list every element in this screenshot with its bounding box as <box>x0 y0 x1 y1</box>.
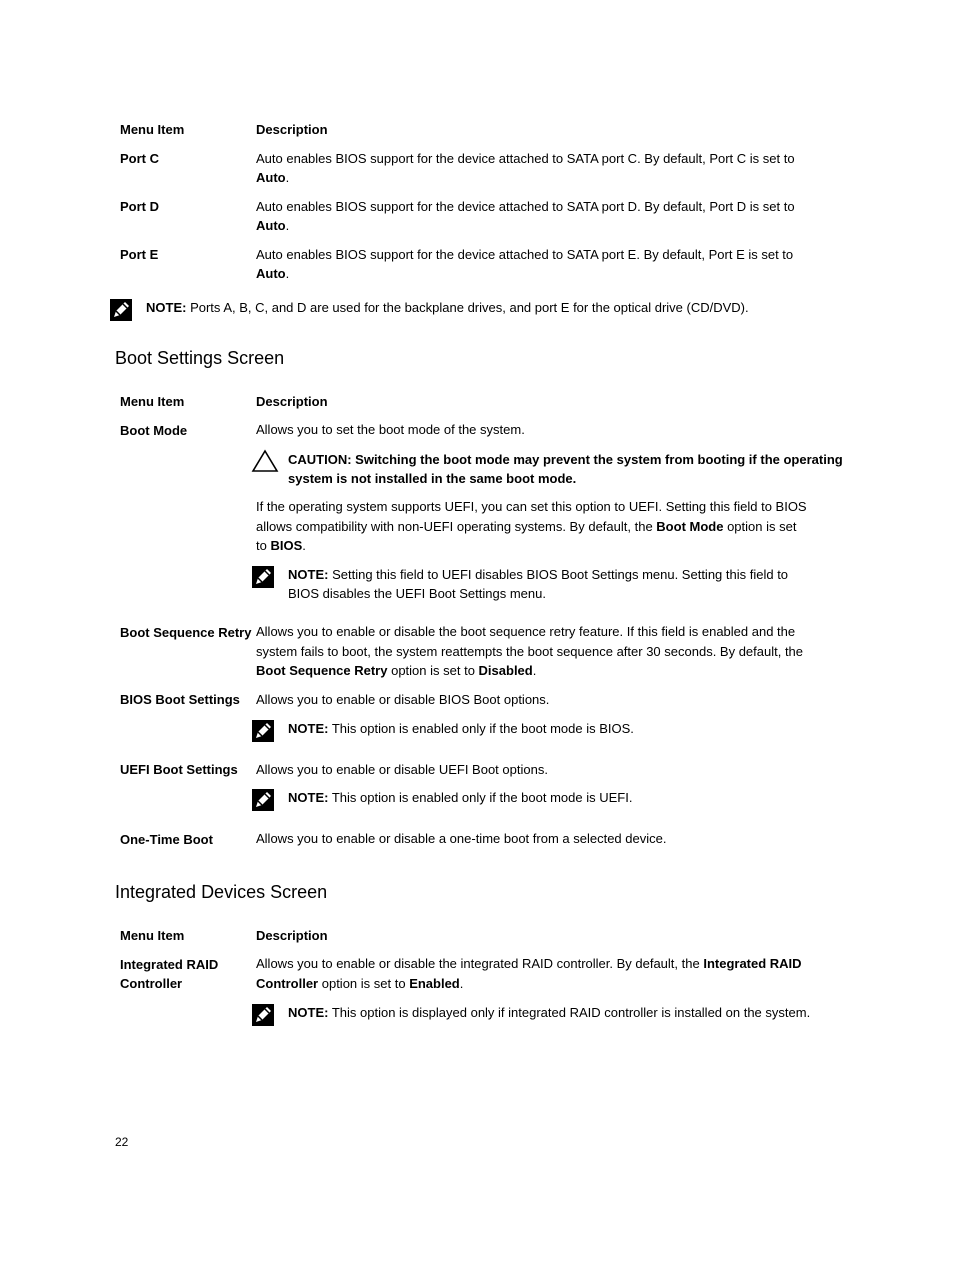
port-e-desc: Auto enables BIOS support for the device attached to SATA port E. By default, Port E is set to <box>256 247 794 262</box>
boot-mode-para-line-2 <box>256 517 796 536</box>
port-c-desc: Auto enables BIOS support for the device attached to SATA port C. By default, Port C is set to <box>256 151 795 166</box>
note-text: This option is enabled only if the boot mode is UEFI. <box>331 790 633 805</box>
note-label: NOTE: <box>288 790 329 805</box>
text: to <box>256 538 271 553</box>
menu-item-integrated-raid-line-1: Integrated RAID <box>120 957 219 972</box>
menu-item-port-e: Port E <box>120 247 159 262</box>
period: . <box>285 218 290 233</box>
boot-mode-desc: Allows you to set the boot mode of the system. <box>256 422 525 437</box>
menu-item-port-d: Port D <box>120 199 159 214</box>
bios-term: BIOS <box>270 538 303 553</box>
boot-mode-note-line-2: BIOS disables the UEFI Boot Settings menu. <box>288 586 546 601</box>
menu-item-uefi-boot-settings: UEFI Boot Settings <box>120 762 238 777</box>
caution-text-line-2: system is not installed in the same boot mode. <box>288 471 577 486</box>
integrated-header-description: Description <box>256 928 328 943</box>
note-pencil-icon <box>110 299 132 321</box>
text: allows compatibility with non-UEFI operating systems. By default, the <box>256 519 657 534</box>
integrated-header-menu-item: Menu Item <box>120 928 185 943</box>
period: . <box>532 663 537 678</box>
text: option is set to <box>318 976 410 991</box>
disabled-term: Disabled <box>478 663 533 678</box>
menu-item-one-time-boot: One-Time Boot <box>120 832 213 847</box>
one-time-boot-desc: Allows you to enable or disable a one-time boot from a selected device. <box>256 831 667 846</box>
note-ports <box>146 298 749 317</box>
port-d-default <box>256 216 289 235</box>
text: Allows you to enable or disable the integrated RAID controller. By default, the <box>256 956 704 971</box>
bios-boot-note <box>288 719 634 738</box>
note-pencil-icon <box>252 789 274 811</box>
section-title-boot-settings: Boot Settings Screen <box>115 348 285 368</box>
boot-mode-para-line-3 <box>256 536 306 555</box>
boot-mode-para-line-1: If the operating system supports UEFI, you can set this option to UEFI. Setting this field to BIOS <box>256 499 807 514</box>
boot-header-description: Description <box>256 394 328 409</box>
port-e-default <box>256 264 289 283</box>
retry-desc-line-2: system fails to boot, the system reattempts the boot sequence after 30 seconds. By default, the <box>256 644 804 659</box>
note-pencil-icon <box>252 566 274 588</box>
caution-triangle-icon <box>251 449 279 473</box>
retry-term: Boot Sequence Retry <box>256 663 388 678</box>
raid-desc-line-1 <box>256 954 802 973</box>
menu-item-integrated-raid-line-2: Controller <box>120 976 183 991</box>
menu-item-port-c: Port C <box>120 151 159 166</box>
note-label: NOTE: <box>288 721 329 736</box>
period: . <box>285 170 290 185</box>
menu-item-bios-boot-settings: BIOS Boot Settings <box>120 692 240 707</box>
enabled-term: Enabled <box>409 976 460 991</box>
uefi-boot-note <box>288 788 632 807</box>
text: option is set to <box>387 663 479 678</box>
menu-item-boot-sequence-retry: Boot Sequence Retry <box>120 625 252 640</box>
port-d-desc: Auto enables BIOS support for the device attached to SATA port D. By default, Port D is set to <box>256 199 795 214</box>
retry-desc-line-3 <box>256 661 536 680</box>
bios-boot-desc: Allows you to enable or disable BIOS Boot options. <box>256 692 550 707</box>
port-c-default <box>256 168 289 187</box>
controller-term: Controller <box>256 976 319 991</box>
table1-header-menu-item: Menu Item <box>120 122 185 137</box>
note-label: NOTE: <box>288 1005 329 1020</box>
table1-header-description: Description <box>256 122 328 137</box>
note-pencil-icon <box>252 1004 274 1026</box>
raid-note <box>288 1003 810 1022</box>
port-d-value: Auto <box>256 218 286 233</box>
note-label: NOTE: <box>146 300 187 315</box>
note-pencil-icon <box>252 720 274 742</box>
note-text: This option is displayed only if integrated RAID controller is installed on the system. <box>331 1005 811 1020</box>
note-text: This option is enabled only if the boot mode is BIOS. <box>331 721 634 736</box>
raid-term: Integrated RAID <box>703 956 802 971</box>
port-e-value: Auto <box>256 266 286 281</box>
note-text: Ports A, B, C, and D are used for the backplane drives, and port E for the optical drive (CD/DVD). <box>190 300 749 315</box>
raid-desc-line-2 <box>256 974 463 993</box>
page-number: 22 <box>115 1135 129 1149</box>
section-title-integrated-devices: Integrated Devices Screen <box>115 882 328 902</box>
boot-mode-note-line-1 <box>288 565 788 584</box>
retry-desc-line-1: Allows you to enable or disable the boot sequence retry feature. If this field is enabled and the <box>256 624 796 639</box>
text: option is set <box>723 519 797 534</box>
boot-header-menu-item: Menu Item <box>120 394 185 409</box>
boot-mode-term: Boot Mode <box>656 519 724 534</box>
period: . <box>285 266 290 281</box>
uefi-boot-desc: Allows you to enable or disable UEFI Boot options. <box>256 762 548 777</box>
port-c-value: Auto <box>256 170 286 185</box>
note-label: NOTE: <box>288 567 329 582</box>
note-text: Setting this field to UEFI disables BIOS Boot Settings menu. Setting this field to <box>332 567 789 582</box>
menu-item-boot-mode: Boot Mode <box>120 423 188 438</box>
period: . <box>302 538 306 553</box>
period: . <box>459 976 464 991</box>
caution-text-line-1: CAUTION: Switching the boot mode may prevent the system from booting if the operating <box>288 452 843 467</box>
